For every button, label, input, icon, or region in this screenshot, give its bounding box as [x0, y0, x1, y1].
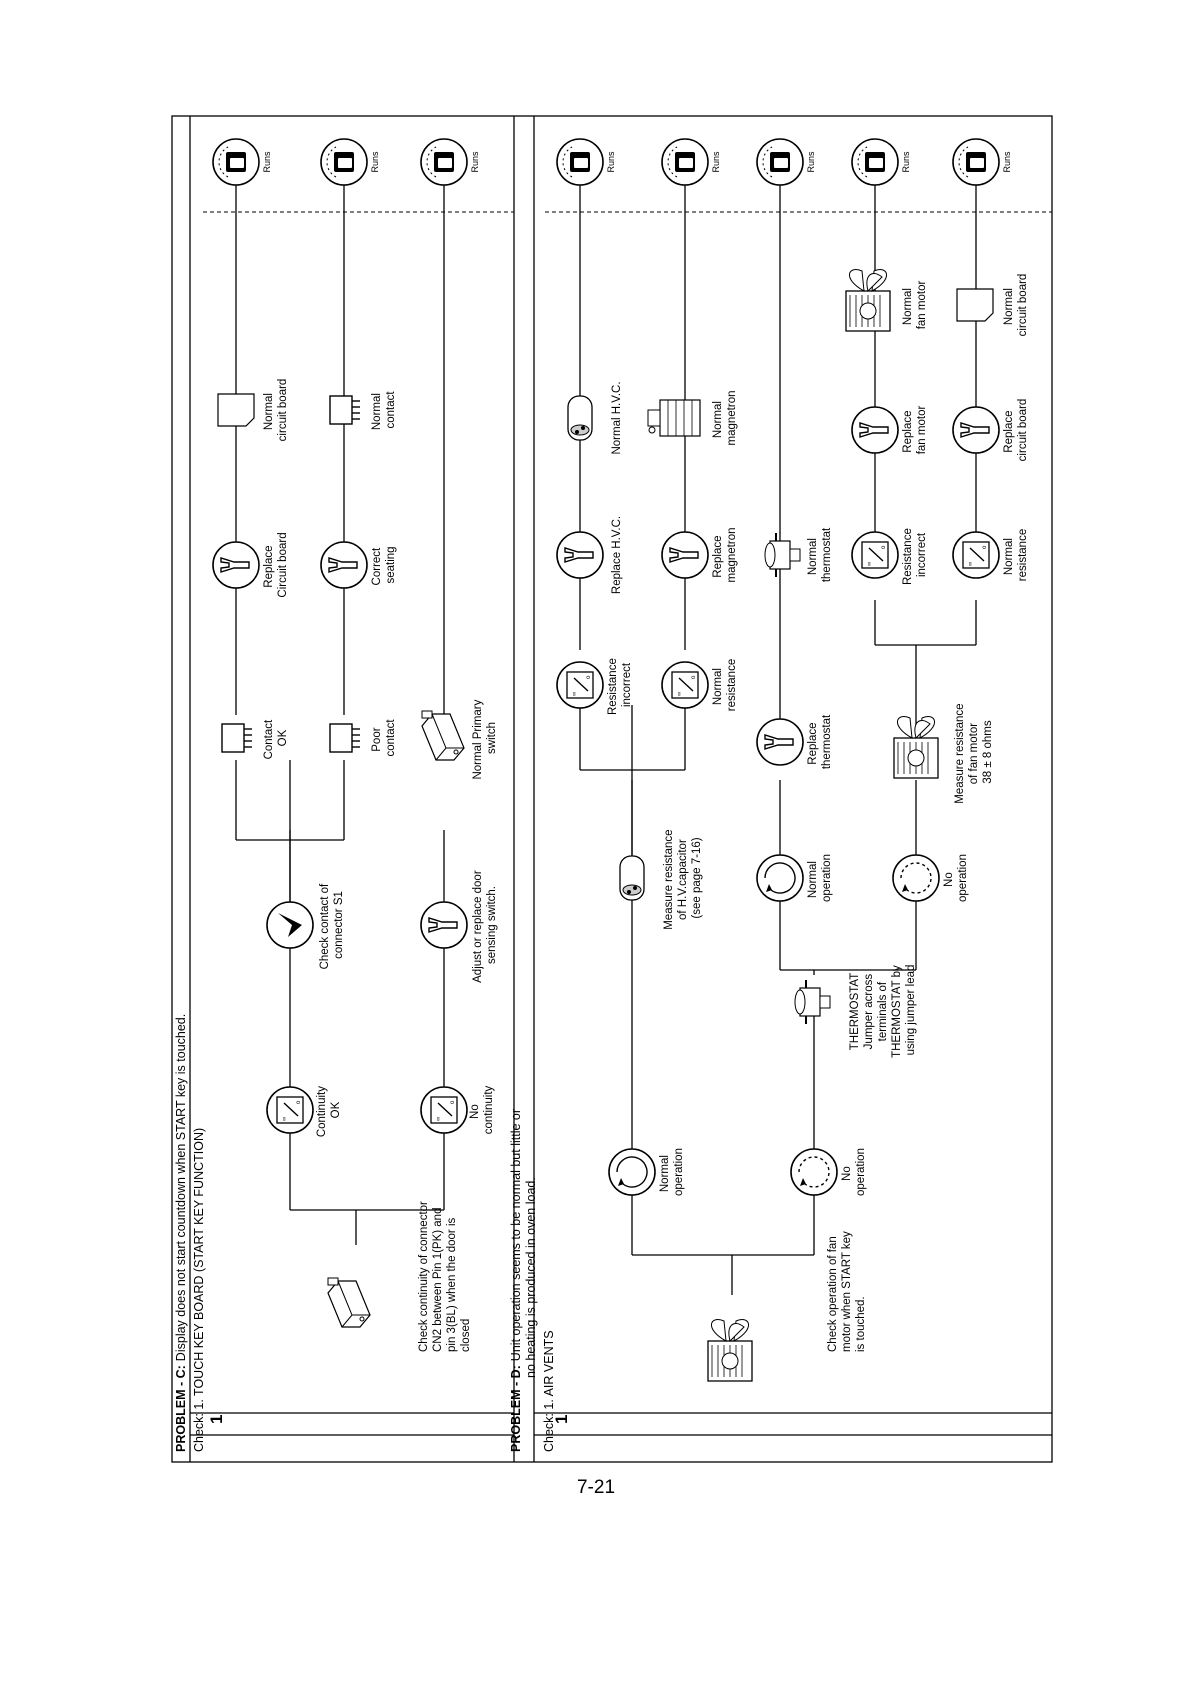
normal-board-label: Normal circuit board: [263, 378, 289, 442]
check-contact-label: Check contact of connector S1: [319, 883, 345, 970]
fan-motor-icon: [708, 1320, 752, 1381]
fan-motor-icon: [894, 717, 938, 778]
runs-label: Runs: [711, 151, 721, 173]
runs-label: Runs: [470, 151, 480, 173]
troubleshooting-page: o PROBLEM - C:Display does not start countdown when START key is touched. Check: 1. TOUCH KEY BOARD (START KEY FUNCTION) 1 PROBLEM - D:Unit operation seems to be normal but little or no heating is produced in oven load. Check: 1. AIR VENTS 1 Check continuity of connector CN2 between Pin 1(PK) and pin 3(BL) when the door is closed Continuity OK No continuity Check contact of connector S1 Adjust or replace door sensing switch. Contact OK Poor contact Normal Primary switch Replace Circuit board Correct seating Normal circuit board Normal contact Runs Runs Runs Check operation of fan motor when START key is touched. Normal operation No operation Measure resistance of H.V.capacitor (see page 7-16) THERMOSTAT Jumper across terminals of THERMOSTAT by using jumper lead Normal operation No operation Resistance incorrect Normal resistance Replace thermostat Measure resistance of fan motor 38 ± 8 ohms Replace H.V.C. Replace magnetron Normal thermostat Resistance incorrect Normal resistance Normal H.V.C. Normal magnetron Replace fan motor Replace circuit board Normal fan motor Normal circuit board Runs Runs Runs Runs Runs 7-21: [0, 0, 1191, 1684]
runs-label: Runs: [262, 151, 272, 173]
problem-d-title-line2: no heating is produced in oven load.: [524, 1177, 538, 1378]
thermostat-icon: [765, 533, 800, 577]
normal-operation-label: Normal operation: [659, 1148, 685, 1196]
no-rotate-icon: [893, 855, 939, 901]
replace-hvc-label: Replace H.V.C.: [611, 515, 623, 595]
wrench-icon: [557, 532, 603, 578]
replace-board-label: Replace circuit board: [1003, 398, 1029, 462]
adjust-switch-label: Adjust or replace door sensing switch.: [472, 870, 498, 983]
problem-d-title: PROBLEM - D:Unit operation seems to be normal but little or: [509, 1108, 523, 1452]
start-instructions: Check continuity of connector CN2 between Pin 1(PK) and pin 3(BL) when the door is closed: [418, 1201, 472, 1352]
resistance-incorrect-label: Resistance incorrect: [902, 528, 928, 586]
no-operation-label: No operation: [841, 1148, 867, 1196]
normal-hvc-label: Normal H.V.C.: [611, 381, 623, 455]
normal-resistance-label: Normal resistance: [712, 658, 738, 712]
normal-primary-label: Normal Primary switch: [472, 699, 498, 780]
wrench-icon: [321, 542, 367, 588]
problem-c-step-number: 1: [207, 1414, 226, 1424]
no-rotate-icon: [791, 1149, 837, 1195]
wrench-icon: [852, 407, 898, 453]
runs-label: Runs: [901, 151, 911, 173]
meter-icon: [557, 662, 603, 708]
replace-magnetron-label: Replace magnetron: [712, 527, 738, 583]
runs-icon: [321, 139, 367, 185]
runs-label: Runs: [806, 151, 816, 173]
normal-board-label: Normal circuit board: [1003, 273, 1029, 337]
magnetron-icon: [648, 400, 700, 436]
circuit-board-icon: [218, 394, 254, 426]
runs-icon: [852, 139, 898, 185]
problem-c-title: PROBLEM - C:Display does not start countdown when START key is touched.: [174, 1013, 188, 1452]
connector-icon: [330, 724, 360, 752]
runs-icon: [757, 139, 803, 185]
normal-contact-label: Normal contact: [371, 391, 397, 431]
wrench-icon: [662, 532, 708, 578]
runs-label: Runs: [370, 151, 380, 173]
capacitor-icon: [568, 396, 592, 440]
runs-icon: [662, 139, 708, 185]
problem-d-check: Check: 1. AIR VENTS: [542, 1330, 556, 1452]
normal-magnetron-label: Normal magnetron: [712, 390, 738, 446]
replace-thermostat-label: Replace thermostat: [807, 714, 833, 770]
correct-seating-label: Correct seating: [371, 546, 397, 586]
wrench-icon: [421, 902, 467, 948]
measure-fan-label: Measure resistance of fan motor 38 ± 8 ohms: [954, 703, 994, 804]
runs-icon: [421, 139, 467, 185]
check-icon: [267, 902, 313, 948]
wrench-icon: [213, 542, 259, 588]
no-operation-label: No operation: [943, 854, 969, 902]
runs-icon: [953, 139, 999, 185]
switch-icon: [422, 711, 464, 760]
resistance-incorrect-label: Resistance incorrect: [607, 658, 633, 716]
replace-fan-label: Replace fan motor: [902, 405, 928, 455]
runs-label: Runs: [606, 151, 616, 173]
contact-ok-label: Contact OK: [263, 719, 289, 760]
fan-motor-icon: [846, 270, 890, 331]
rotate-icon: [609, 1149, 655, 1195]
normal-fan-label: Normal fan motor: [902, 280, 928, 330]
no-continuity-label: No continuity: [469, 1085, 495, 1135]
connector-icon: [222, 724, 252, 752]
circuit-board-icon: [957, 289, 993, 321]
problem-c-check: Check: 1. TOUCH KEY BOARD (START KEY FUNCTION): [192, 1127, 206, 1452]
meter-icon: [421, 1087, 467, 1133]
switch-icon: [328, 1278, 370, 1327]
capacitor-icon: [620, 856, 644, 900]
problem-d-step-number: 1: [552, 1414, 571, 1424]
normal-thermostat-label: Normal thermostat: [807, 527, 833, 583]
fan-check-instructions: Check operation of fan motor when START key is touched.: [827, 1231, 867, 1352]
continuity-ok-label: Continuity OK: [316, 1086, 342, 1138]
problem-c-connectors: [236, 178, 444, 1245]
meter-icon: [662, 662, 708, 708]
connector-icon: [330, 396, 360, 424]
thermostat-icon: [795, 980, 830, 1024]
runs-icon: [213, 139, 259, 185]
runs-label: Runs: [1002, 151, 1012, 173]
meter-icon: [267, 1087, 313, 1133]
wrench-icon: [757, 719, 803, 765]
runs-icon: [557, 139, 603, 185]
meter-icon: [852, 532, 898, 578]
meter-icon: [953, 532, 999, 578]
page-number: 7-21: [576, 1477, 616, 1498]
rotate-icon: [757, 855, 803, 901]
normal-resistance-label: Normal resistance: [1003, 528, 1029, 582]
poor-contact-label: Poor contact: [371, 719, 397, 757]
wrench-icon: [953, 407, 999, 453]
thermostat-jumper-label: THERMOSTAT Jumper across terminals of THERMOSTAT by using jumper lead: [849, 964, 917, 1058]
measure-hvc-label: Measure resistance of H.V.capacitor (see page 7-16): [663, 829, 703, 930]
replace-board-label: Replace Circuit board: [263, 532, 289, 598]
normal-operation-label: Normal operation: [807, 854, 833, 902]
